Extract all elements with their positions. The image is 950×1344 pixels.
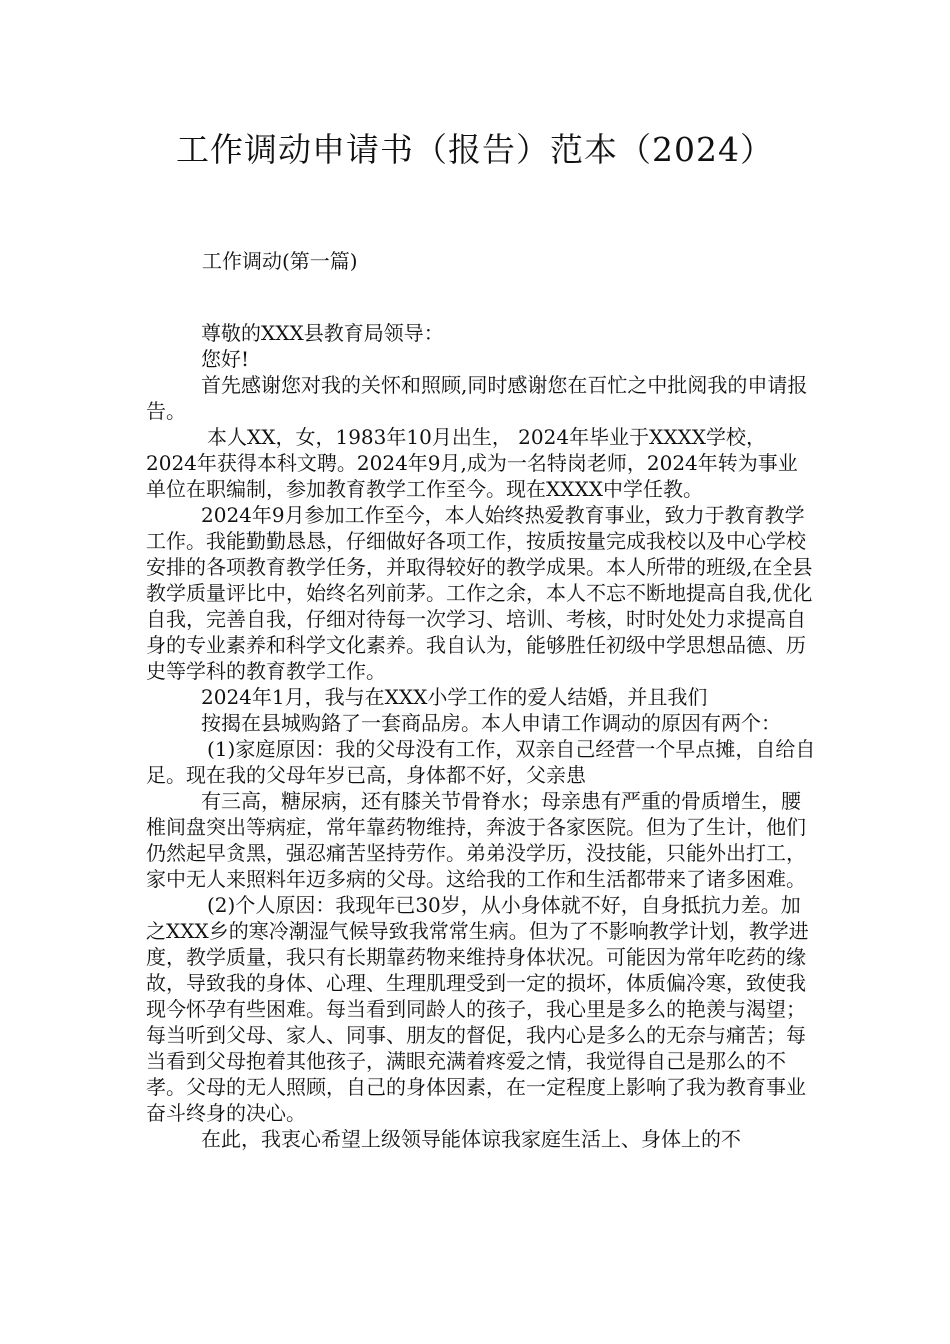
letter-body <box>146 320 816 1152</box>
paragraph-background: 本人XX，女，1983年10月出生， 2024年毕业于XXXX学校，2024年获得本科文聘。2024年9月,成为一名特岗老师，2024年转为事业单位在职编制，参加教育教学工作至今。现在XXXX中学任教。 <box>146 425 798 501</box>
paragraph-closing: 在此，我衷心希望上级领导能体谅我家庭生活上、身体上的不 <box>201 1127 741 1151</box>
paragraph-work-history: 2024年9月参加工作至今，本人始终热爱教育事业，致力于教育教学工作。我能勤勤恳恳，仔细做好各项工作，按质按量完成我校以及中心学校安排的各项教育教学任务，并取得较好的教学成果。本人所带的班级,在全县教学质量评比中，始终名列前茅。工作之余，本人不忘不断地提高自我,优化自我，完善自我，仔细对待每一次学习、培训、考核，时时处处力求提高自身的专业素养和科学文化素养。我自认为，能够胜任初级中学思想品德、历史等学科的教育教学工作。 <box>146 503 813 683</box>
paragraph-personal-reason: (2)个人原因：我现年已30岁，从小身体就不好，自身抵抗力差。加之XXX乡的寒冷潮湿气候导致我常常生病。但为了不影响教学计划，教学进度，教学质量，我只有长期靠药物来维持身体状况。可能因为常年吃药的缘故，导致我的身体、心理、生理肌理受到一定的损坏，体质偏冷寒，致使我现今怀孕有些困难。每当看到同龄人的孩子，我心里是多么的艳羡与渴望；每当听到父母、家人、同事、朋友的督促，我内心是多么的无奈与痛苦；每当看到父母抱着其他孩子，满眼充满着疼爱之情，我觉得自己是那么的不孝。父母的无人照顾，自己的身体因素，在一定程度上影响了我为教育事业奋斗终身的决心。 <box>146 893 809 1125</box>
paragraph-family-reason: (1)家庭原因：我的父母没有工作，双亲自己经营一个早点摊，自给自足。现在我的父母年岁已高，身体都不好，父亲患 <box>146 737 816 787</box>
section-heading: 工作调动(第一篇) <box>202 249 358 273</box>
salutation: 尊敬的XXX县教育局领导： <box>201 321 444 345</box>
paragraph-family-reason-cont: 有三高，糖尿病，还有膝关节骨脊水；母亲患有严重的骨质增生，腰椎间盘突出等病症，常年靠药物维持，奔波于各家医院。但为了生计，他们仍然起早贪黑，强忍痛苦坚持劳作。弟弟没学历，没技能，只能外出打工，家中无人来照料年迈多病的父母。这给我的工作和生活都带来了诸多困难。 <box>146 789 806 891</box>
document-title: 工作调动申请书（报告）范本（2024） <box>176 130 774 169</box>
paragraph-thanks: 首先感谢您对我的关怀和照顾,同时感谢您在百忙之中批阅我的申请报告。 <box>146 373 808 423</box>
greeting: 您好! <box>201 347 250 371</box>
paragraph-house: 按揭在县城购鉻了一套商品房。本人申请工作调动的原因有两个： <box>201 711 781 735</box>
paragraph-marriage: 2024年1月，我与在XXX小学工作的爱人结婚，并且我们 <box>201 685 708 709</box>
